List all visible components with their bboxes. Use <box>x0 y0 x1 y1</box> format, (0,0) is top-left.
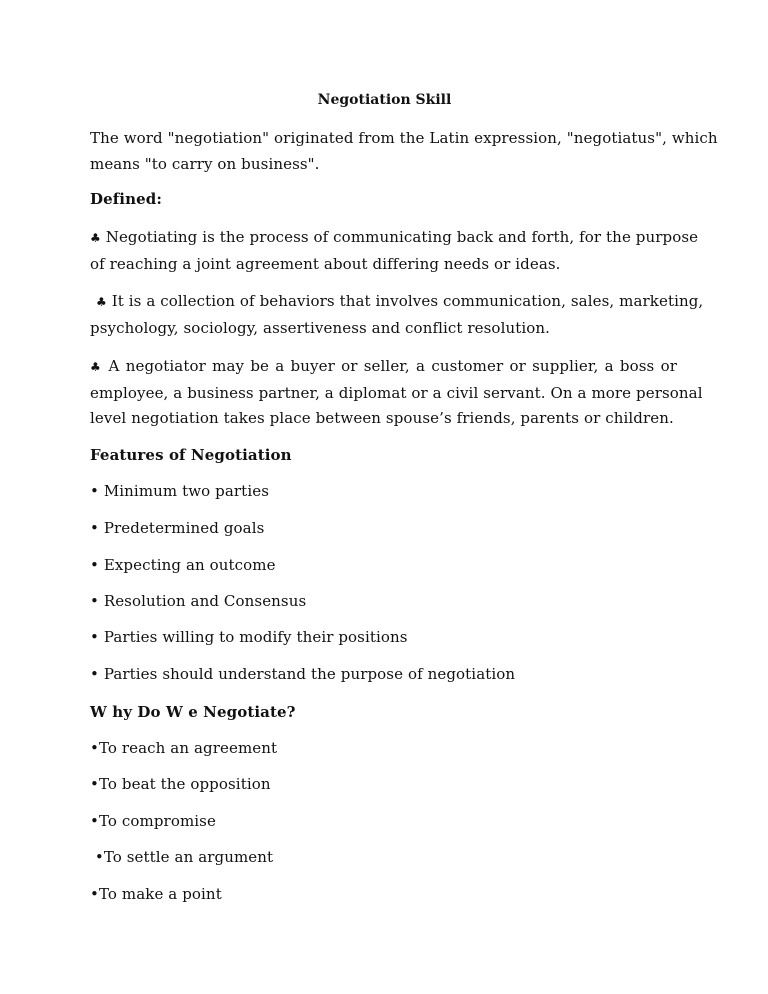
definition-2-line-1: ♣ It is a collection of behaviors that involves communication, sales, marketing, <box>96 292 704 310</box>
feature-item: • Expecting an outcome <box>90 556 276 574</box>
page-title: Negotiation Skill <box>317 92 452 108</box>
definition-1-line-2: of reaching a joint agreement about differing needs or ideas. <box>90 255 561 273</box>
feature-item: • Parties willing to modify their positions <box>90 628 408 646</box>
definition-3-line-2: employee, a business partner, a diplomat or a civil servant. On a more personal <box>90 384 703 402</box>
definition-3-line-1: ♣ A negotiator may be a buyer or seller, a customer or supplier, a boss or <box>90 357 677 375</box>
intro-line-2: means "to carry on business". <box>90 155 320 173</box>
feature-item: • Minimum two parties <box>90 482 269 500</box>
club-icon: ♣ <box>96 295 107 309</box>
reason-item: •To settle an argument <box>90 848 274 866</box>
club-icon: ♣ <box>90 360 103 374</box>
definition-3-line-3: level negotiation takes place between spouse’s friends, parents or children. <box>90 409 674 427</box>
why-heading: W hy Do W e Negotiate? <box>90 703 296 721</box>
reason-item: •To beat the opposition <box>90 775 271 793</box>
intro-line-1: The word "negotiation" originated from the Latin expression, "negotiatus", which <box>90 129 718 147</box>
feature-item: • Resolution and Consensus <box>90 592 307 610</box>
features-heading: Features of Negotiation <box>90 446 292 464</box>
reason-item: •To compromise <box>90 812 216 830</box>
feature-item: • Predetermined goals <box>90 519 265 537</box>
defined-heading: Defined: <box>90 190 162 208</box>
reason-item: •To make a point <box>90 885 222 903</box>
feature-item: • Parties should understand the purpose of negotiation <box>90 665 516 683</box>
reason-item: •To reach an agreement <box>90 739 278 757</box>
definition-2-line-2: psychology, sociology, assertiveness and conflict resolution. <box>90 319 551 337</box>
club-icon: ♣ <box>90 231 101 245</box>
definition-1-line-1: ♣ Negotiating is the process of communicating back and forth, for the purpose <box>90 228 699 246</box>
